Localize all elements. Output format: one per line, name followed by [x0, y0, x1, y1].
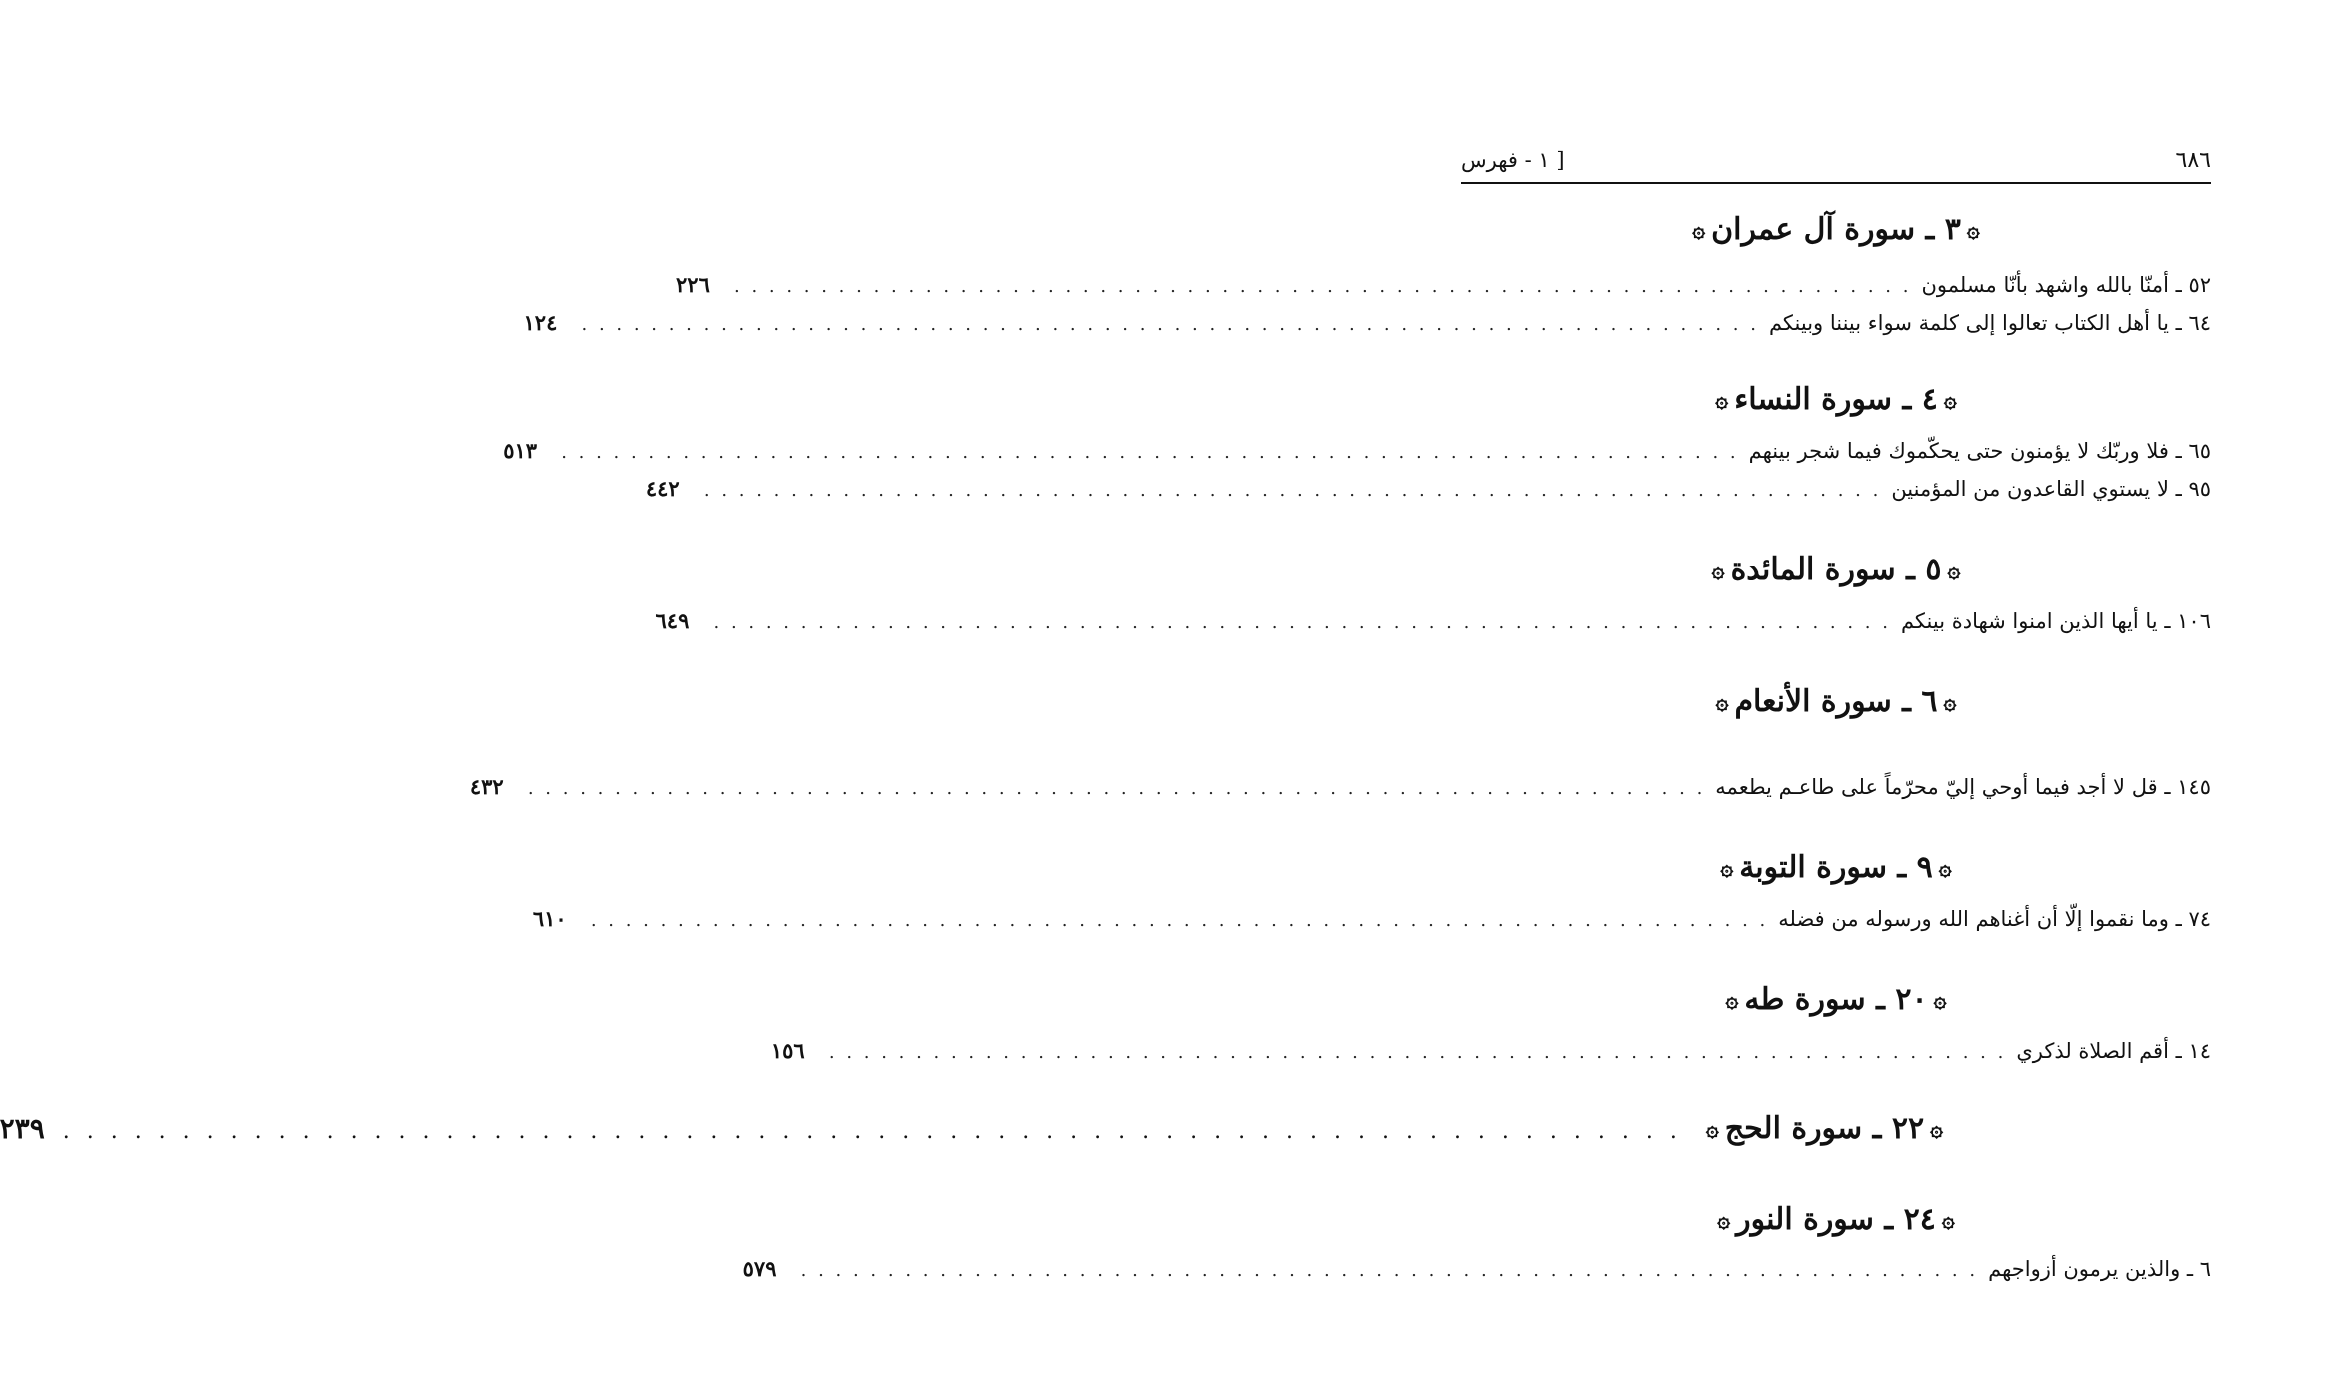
- ornament-open-icon: ۞: [1943, 689, 1957, 715]
- section-taha: [770, 980, 2211, 1070]
- index-entry[interactable]: [742, 1250, 2211, 1288]
- ornament-open-icon: ۞: [1943, 387, 1957, 413]
- index-entry[interactable]: [655, 602, 2211, 640]
- index-entry[interactable]: [676, 266, 2211, 304]
- ornament-open-icon: ۞: [1941, 1207, 1955, 1233]
- leader-dots: . . . . . . . . . . . . . . . . . . . . . . . . . . . . . . . . . . . . . . . . . . . . . . . . . . . . . . . . . . . . . . . . . . . .: [590, 910, 1769, 931]
- leader-dots: . . . . . . . . . . . . . . . . . . . . . . . . . . . . . . . . . . . . . . . . . . . . . . . . . . . . . . . . . . . . . . . . . . . .: [581, 314, 1759, 335]
- page-header: [1461, 142, 2211, 184]
- entry-text: ٩٥ ـ لا يستوي القاعدون من المؤمنين: [1891, 477, 2211, 501]
- entry-page-number: ٦١٠: [532, 906, 567, 931]
- ornament-open-icon: ۞: [1933, 987, 1947, 1013]
- entry-page-number: ٢٢٦: [676, 272, 710, 297]
- ornament-open-icon: ۞: [1947, 557, 1961, 583]
- index-entry[interactable]: [0, 1107, 2211, 1151]
- ornament-close-icon: ۞: [1711, 557, 1725, 583]
- section-an-nisa: [503, 380, 2211, 508]
- entry-page-number: ٢٣٩: [0, 1112, 45, 1145]
- entry-page-number: ٤٣٢: [469, 774, 504, 799]
- entry-page-number: ٦٤٩: [655, 608, 690, 633]
- section-al-maida: [655, 550, 2211, 640]
- index-entry[interactable]: [523, 304, 2211, 342]
- entry-text: ٧٤ ـ وما نقموا إلّا أن أغناهم الله ورسوله من فضله: [1778, 907, 2211, 931]
- ornament-close-icon: ۞: [1715, 387, 1729, 413]
- section-al-hajj: [0, 1107, 2211, 1151]
- surah-title: ۞٦ ـ سورة الأنعام۞: [1461, 682, 2211, 722]
- entry-page-number: ٥٧٩: [742, 1256, 777, 1281]
- surah-title: ۞٢٠ ـ سورة طه۞: [1461, 980, 2211, 1020]
- surah-title: ۞٥ ـ سورة المائدة۞: [1461, 550, 2211, 590]
- ornament-close-icon: ۞: [1715, 689, 1729, 715]
- index-entry[interactable]: [469, 768, 2211, 806]
- ornament-close-icon: ۞: [1717, 1207, 1731, 1233]
- section-al-imran: [523, 210, 2211, 342]
- surah-title: ۞٢٢ ـ سورة الحج۞: [1700, 1109, 1949, 1149]
- ornament-open-icon: ۞: [1966, 217, 1980, 243]
- running-title: [ ١ - فهرس: [1461, 148, 1565, 172]
- ornament-close-icon: ۞: [1725, 987, 1739, 1013]
- surah-title: ۞٩ ـ سورة التوبة۞: [1461, 848, 2211, 888]
- entry-text: ١٠٦ ـ يا أيها الذين امنوا شهادة بينكم: [1900, 609, 2211, 633]
- leader-dots: . . . . . . . . . . . . . . . . . . . . . . . . . . . . . . . . . . . . . . . . . . . . . . . . . . . . . . . . . . . . . . . . . . . .: [713, 612, 1891, 633]
- page-number: ٦٨٦: [2175, 148, 2211, 173]
- entry-text: ١٤ ـ أقم الصلاة لذكري: [2016, 1039, 2211, 1063]
- section-an-nur: [742, 1200, 2211, 1288]
- leader-dots: . . . . . . . . . . . . . . . . . . . . . . . . . . . . . . . . . . . . . . . . . . . . . . . . . . . . . . . . . . . . . . . . . . . .: [527, 778, 1706, 799]
- leader-dots: . . . . . . . . . . . . . . . . . . . . . . . . . . . . . . . . . . . . . . . . . . . . . . . . . . . . . . . . . . . . . . . . . . . .: [800, 1260, 1979, 1281]
- surah-title: ۞٢٤ ـ سورة النور۞: [1461, 1200, 2211, 1240]
- entry-text: ٥٢ ـ أمنّا بالله واشهد بأنّا مسلمون: [1921, 273, 2211, 297]
- entry-text: ١٤٥ ـ قل لا أجد فيما أوحي إليّ محرّماً على طاعـم يطعمه: [1715, 775, 2211, 799]
- leader-dots: . . . . . . . . . . . . . . . . . . . . . . . . . . . . . . . . . . . . . . . . . . . . . . . . . . . . . . . . . . . . . . . . . . . .: [62, 1119, 1682, 1144]
- leader-dots: . . . . . . . . . . . . . . . . . . . . . . . . . . . . . . . . . . . . . . . . . . . . . . . . . . . . . . . . . . . . . . . . . . . .: [828, 1042, 2007, 1063]
- leader-dots: . . . . . . . . . . . . . . . . . . . . . . . . . . . . . . . . . . . . . . . . . . . . . . . . . . . . . . . . . . . . . . . . . . . .: [734, 276, 1912, 297]
- index-entry[interactable]: [503, 432, 2211, 470]
- entry-text: ٦٤ ـ يا أهل الكتاب تعالوا إلى كلمة سواء بيننا وبينكم: [1768, 311, 2211, 335]
- entry-text: ٦ ـ والذين يرمون أزواجهم: [1988, 1257, 2211, 1281]
- index-entry[interactable]: [645, 470, 2211, 508]
- leader-dots: . . . . . . . . . . . . . . . . . . . . . . . . . . . . . . . . . . . . . . . . . . . . . . . . . . . . . . . . . . . . . . . . . . . .: [703, 480, 1882, 501]
- ornament-open-icon: ۞: [1930, 1116, 1943, 1142]
- ornament-close-icon: ۞: [1720, 855, 1734, 881]
- entry-page-number: ١٢٤: [523, 310, 558, 335]
- surah-title: ۞٣ ـ سورة آل عمران۞: [1461, 210, 2211, 250]
- entry-page-number: ١٥٦: [770, 1038, 805, 1063]
- ornament-close-icon: ۞: [1692, 217, 1706, 243]
- section-al-anam: [469, 682, 2211, 806]
- ornament-open-icon: ۞: [1938, 855, 1952, 881]
- surah-title: ۞٤ ـ سورة النساء۞: [1461, 380, 2211, 420]
- section-at-tawba: [532, 848, 2211, 938]
- entry-text: ٦٥ ـ فلا وربّك لا يؤمنون حتى يحكّموك فيما شجر بينهم: [1748, 439, 2211, 463]
- entry-page-number: ٤٤٢: [645, 476, 680, 501]
- index-entry[interactable]: [770, 1032, 2211, 1070]
- ornament-close-icon: ۞: [1705, 1116, 1719, 1142]
- leader-dots: . . . . . . . . . . . . . . . . . . . . . . . . . . . . . . . . . . . . . . . . . . . . . . . . . . . . . . . . . . . . . . . . . . . .: [561, 442, 1739, 463]
- index-entry[interactable]: [532, 900, 2211, 938]
- entry-page-number: ٥١٣: [503, 438, 538, 463]
